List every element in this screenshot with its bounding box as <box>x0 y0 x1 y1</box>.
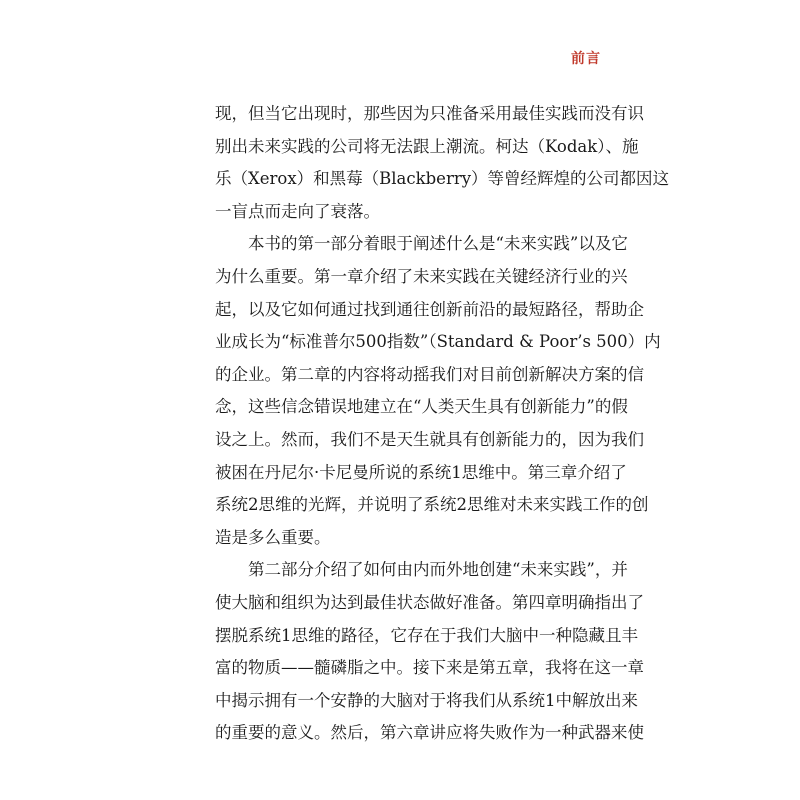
text-line: 一盲点而走向了衰落。 <box>215 201 380 221</box>
text-line: 起，以及它如何通过找到通往创新前沿的最短路径，帮助企 <box>215 299 644 319</box>
text-line: 系统2思维的光辉，并说明了系统2思维对未来实践工作的创 <box>215 495 649 515</box>
text-line: 被困在丹尼尔·卡尼曼所说的系统1思维中。第三章介绍了 <box>215 462 627 482</box>
text-line: 设之上。然而，我们不是天生就具有创新能力的，因为我们 <box>215 429 644 449</box>
text-line: 乐（Xerox）和黑莓（Blackberry）等曾经辉煌的公司都因这 <box>215 169 670 189</box>
text-line: 本书的第一部分着眼于阐述什么是“未来实践”以及它 <box>248 234 628 254</box>
running-head-title: 前言 <box>571 51 601 67</box>
text-line: 富的物质——髓磷脂之中。接下来是第五章，我将在这一章 <box>215 658 644 678</box>
text-line: 第二部分介绍了如何由内而外地创建“未来实践”，并 <box>248 560 628 580</box>
text-line: 中揭示拥有一个安静的大脑对于将我们从系统1中解放出来 <box>215 690 638 710</box>
text-line: 使大脑和组织为达到最佳状态做好准备。第四章明确指出了 <box>215 592 644 612</box>
text-line: 的企业。第二章的内容将动摇我们对目前创新解决方案的信 <box>215 364 644 384</box>
text-line: 的重要的意义。然后，第六章讲应将失败作为一种武器来使 <box>215 723 644 743</box>
text-line: 造是多么重要。 <box>215 527 331 547</box>
body-text <box>215 98 670 750</box>
text-line: 摆脱系统1思维的路径，它存在于我们大脑中一种隐藏且丰 <box>215 625 638 645</box>
text-line: 念，这些信念错误地建立在“人类天生具有创新能力”的假 <box>215 397 628 417</box>
text-line: 业成长为“标准普尔500指数”（Standard & Poor’s 500）内 <box>215 332 661 352</box>
text-line: 为什么重要。第一章介绍了未来实践在关键经济行业的兴 <box>215 266 628 286</box>
text-line: 别出未来实践的公司将无法跟上潮流。柯达（Kodak）、施 <box>215 136 639 156</box>
text-line: 现，但当它出现时，那些因为只准备采用最佳实践而没有识 <box>215 104 644 123</box>
